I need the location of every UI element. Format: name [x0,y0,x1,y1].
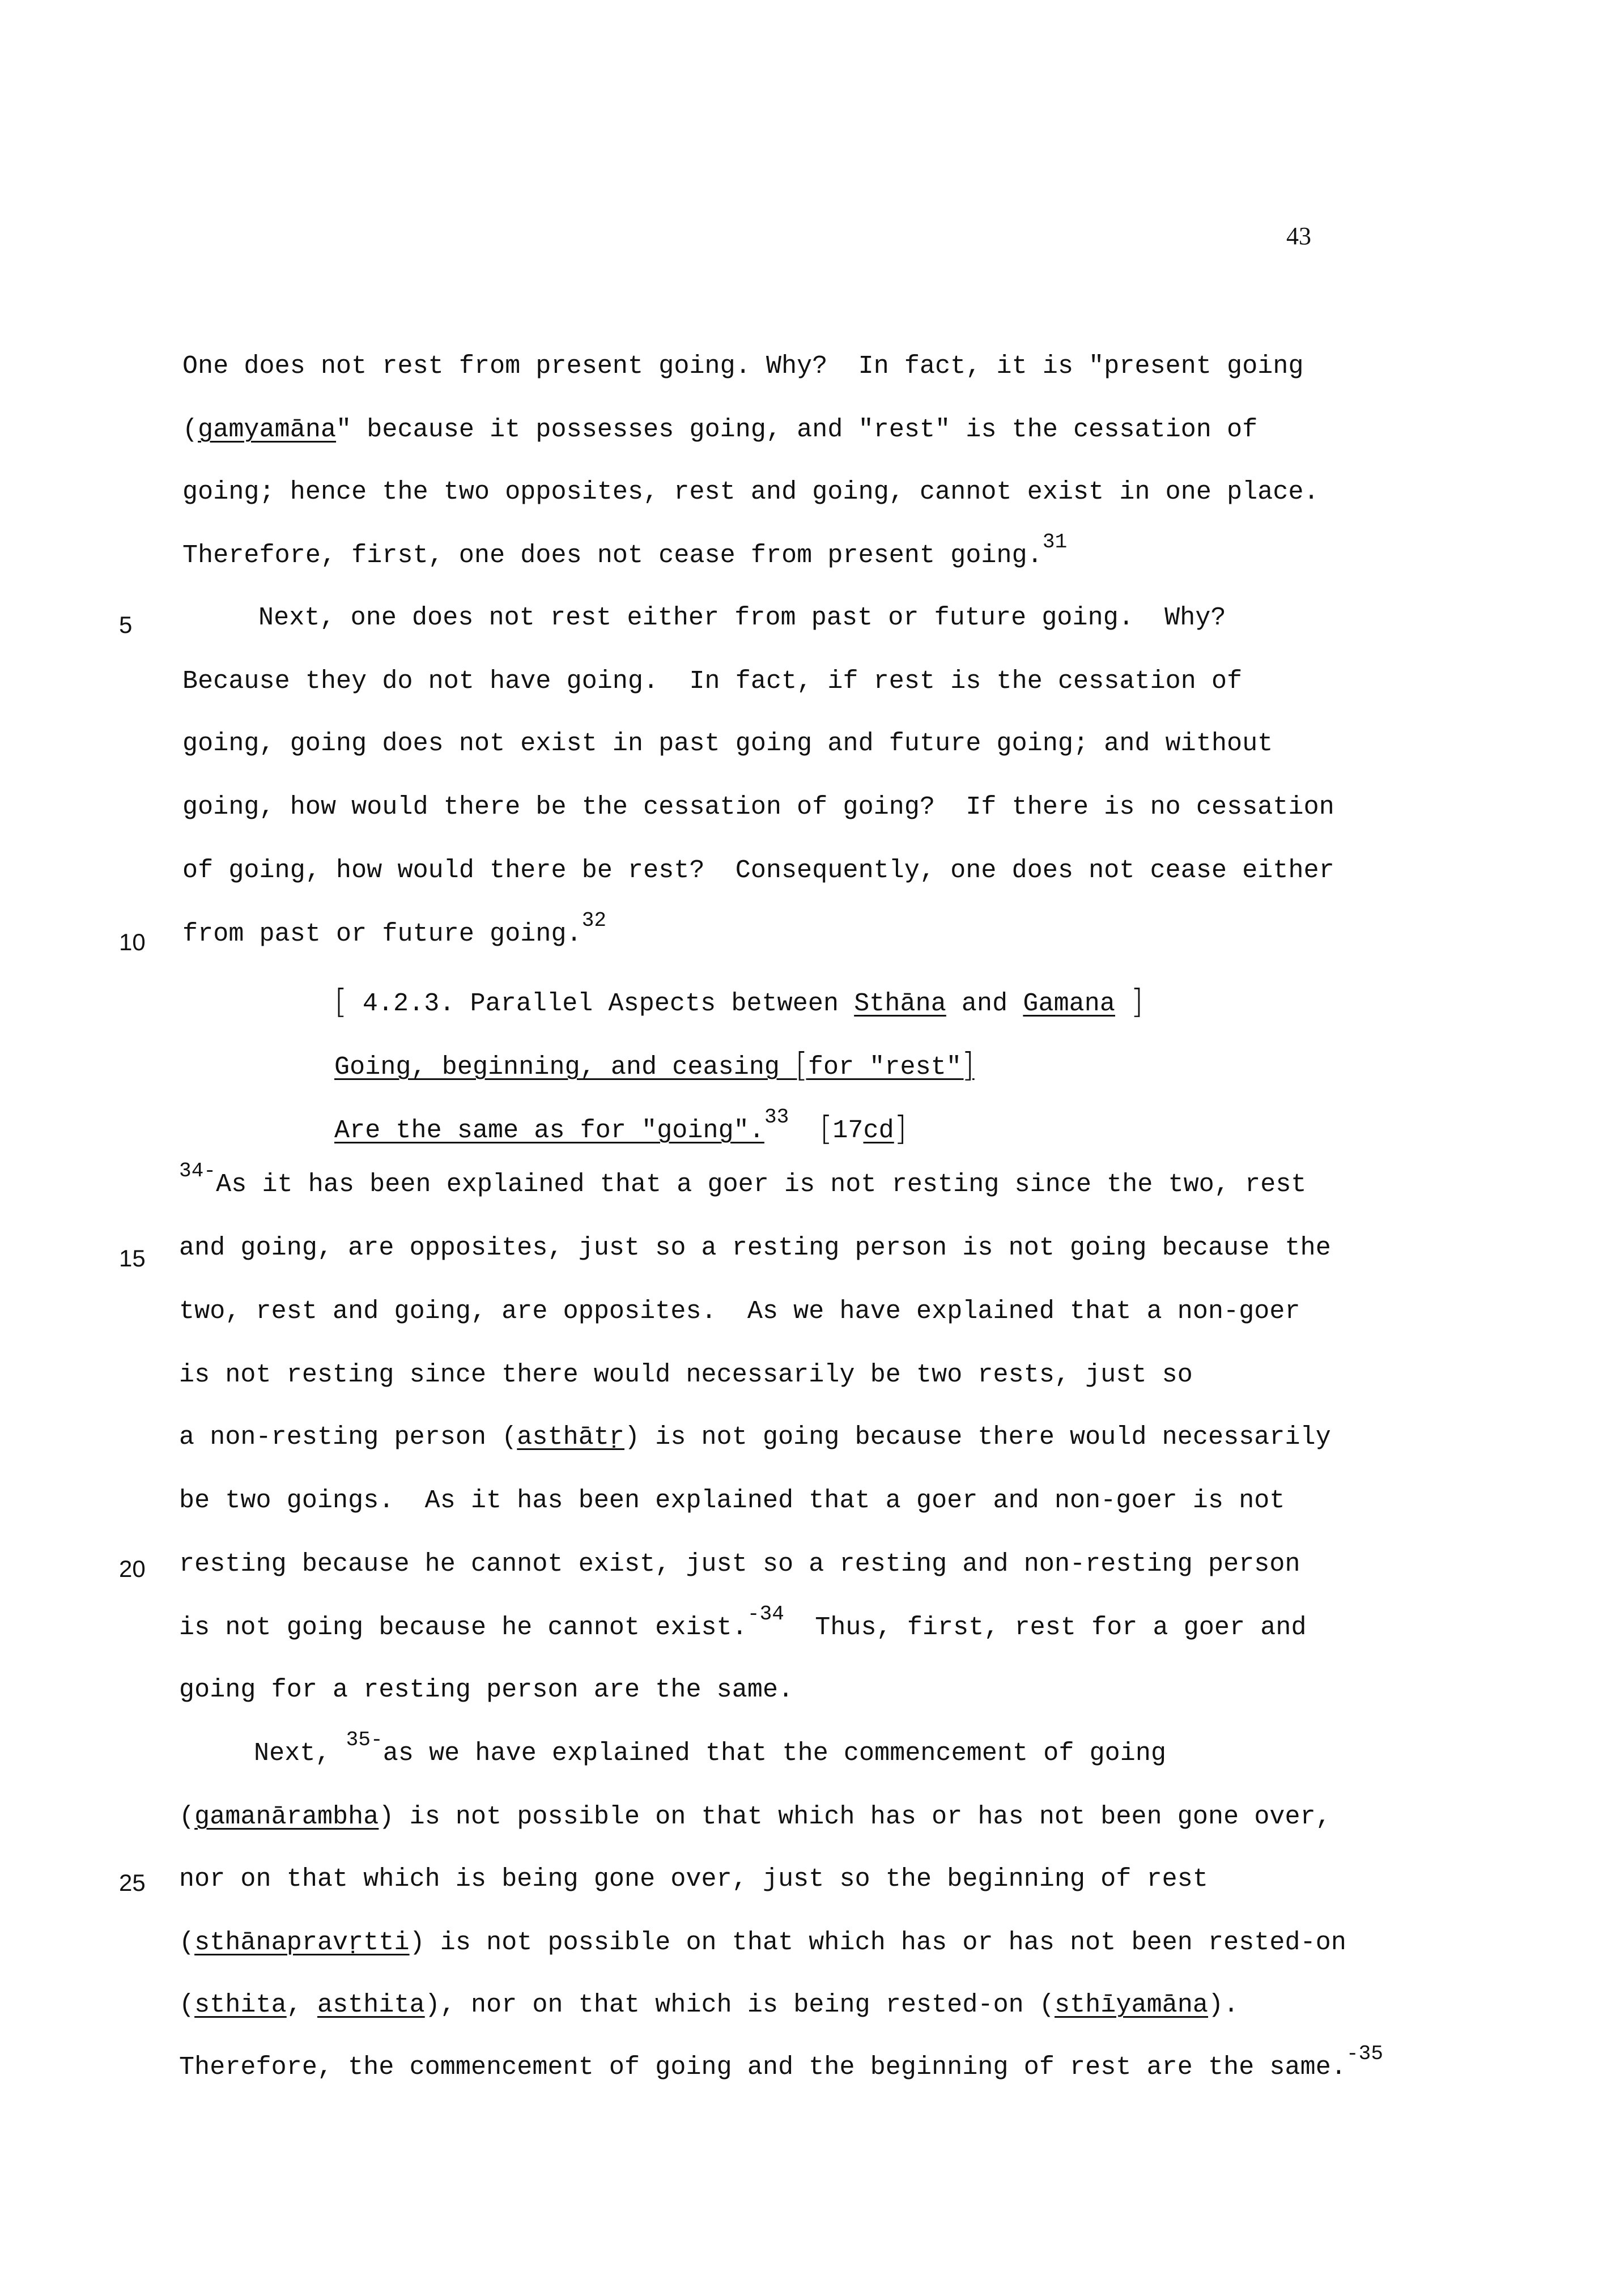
p3-line-5: a non-resting person (asthātṛ) is not going because there would necessarily [179,1423,1331,1452]
p3-line-6: be two goings. As it has been explained that a goer and non-goer is not [179,1486,1285,1515]
p1-line-2: (gamyamāna" because it possesses going, and "rest" is the cessation of [182,415,1258,444]
p3-line-2: and going, are opposites, just so a resting person is not going because the [179,1234,1331,1262]
line-number-20: 20 [119,1555,146,1582]
p3-line-8: is not going because he cannot exist.$^{-34}$ Thus, first, rest for a goer and [179,1602,1307,1642]
verse-line-1: Going, beginning, and ceasing [for "rest"] [334,1045,975,1084]
line-number-10: 10 [119,929,146,955]
term-gamana: Gamana [1023,989,1115,1018]
p2-line-2: Because they do not have going. In fact, if rest is the cessation of [182,667,1243,696]
term-sthiyamana: sthīyamāna [1054,1991,1209,2019]
p3-line-1: $^{34-}$As it has been explained that a goer is not resting since the two, rest [179,1159,1307,1199]
note-mark-35-close: -35 [1346,2042,1384,2065]
p1-line-3: going; hence the two opposites, rest and going, cannot exist in one place. [182,478,1319,507]
footnote-32: 32 [581,909,607,932]
page-number: 43 [1286,222,1311,250]
p4-line-4: (sthānapravṛtti) is not possible on that which has or has not been rested-on [179,1928,1346,1957]
p2-line-5: of going, how would there be rest? Consequently, one does not cease either [182,856,1334,885]
note-mark-34-open: 34- [179,1159,216,1183]
line-number-15: 15 [119,1245,146,1272]
term-gamanarambha: gamanārambha [194,1802,379,1831]
p4-line-1: Next, $^{35-}$as we have explained that the commencement of going [254,1728,1167,1768]
p1-line-1: One does not rest from present going. Why? In fact, it is "present going [182,352,1304,381]
term-sthanapravrtti: sthānapravṛtti [194,1928,410,1957]
term-asthita: asthita [317,1991,425,2019]
p4-line-5: (sthita, asthita), nor on that which is being rested-on (sthīyamāna). [179,1991,1239,2019]
term-asthatr: asthātṛ [517,1423,625,1452]
p3-line-9: going for a resting person are the same. [179,1676,794,1704]
term-gamyamana: gamyamāna [198,415,337,444]
p1-line-4: Therefore, first, one does not cease from present going.$^{31}$ [182,530,1068,570]
p3-line-4: is not resting since there would necessarily be two rests, just so [179,1360,1193,1389]
p2-line-4: going, how would there be the cessation of going? If there is no cessation [182,793,1334,822]
line-number-5: 5 [119,611,133,638]
section-heading: [ 4.2.3. Parallel Aspects between Sthāna and Gamana ] [334,982,1143,1021]
term-sthita: sthita [194,1991,287,2019]
p2-line-6: from past or future going.$^{32}$ [182,909,607,949]
note-mark-35-open: 35- [346,1728,383,1751]
note-mark-34-close: -34 [747,1602,784,1626]
p3-line-7: resting because he cannot exist, just so a resting and non-resting person [179,1550,1300,1579]
p4-line-6: Therefore, the commencement of going and the beginning of rest are the same.$^{-35}$ [179,2042,1384,2082]
term-sthana: Sthāna [854,989,946,1018]
line-number-25: 25 [119,1869,146,1896]
p2-line-1: Next, one does not rest either from past or future going. Why? [258,603,1226,632]
footnote-31: 31 [1042,530,1068,554]
p4-line-3: nor on that which is being gone over, just so the beginning of rest [179,1865,1208,1894]
p4-line-2: (gamanārambha) is not possible on that which has or has not been gone over, [179,1802,1331,1831]
p3-line-3: two, rest and going, are opposites. As we have explained that a non-goer [179,1297,1300,1326]
p2-line-3: going, going does not exist in past going and future going; and without [182,729,1273,758]
footnote-33: 33 [764,1106,789,1129]
verse-line-2: Are the same as for "going".$^{33}$ [17cd] [334,1106,907,1147]
